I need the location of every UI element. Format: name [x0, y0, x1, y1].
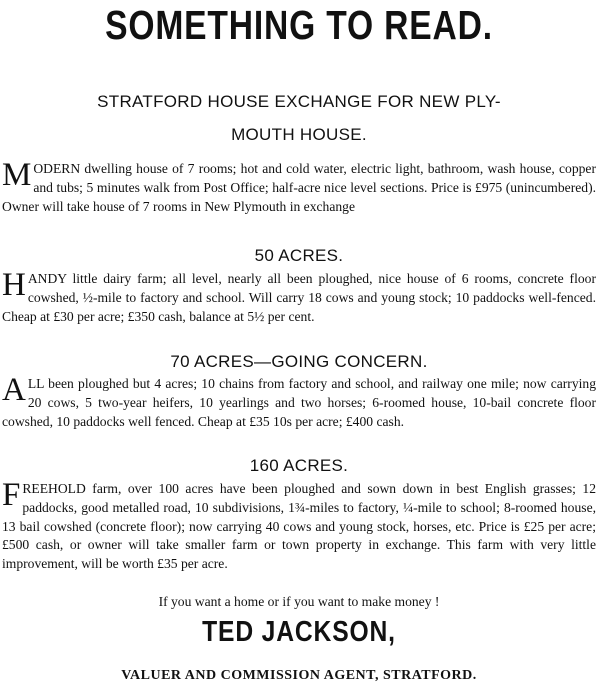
- closing-line: If you want a home or if you want to make money !: [158, 594, 440, 609]
- listing-70-acres-paragraph: [2, 372, 596, 431]
- listing-text: LL been ploughed but 4 acres; 10 chains from factory and school, and railway one mile; now carrying 20 cows, 5 two-year heifers, 10 yearlings and two horses; 6-roomed house, 10-bail concrete floor cowshed, 10 paddocks well fenced. Cheap at £35 10s per acre; £400 cash.: [2, 376, 596, 429]
- dropcap: H: [2, 267, 26, 303]
- main-heading-line-2: MOUTH HOUSE.: [231, 125, 367, 144]
- dropcap: F: [2, 477, 21, 513]
- listing-50-acres-paragraph: [2, 267, 596, 326]
- listing-text: ANDY little dairy farm; all level, nearly all been ploughed, nice house of 6 rooms, concrete floor cowshed, ½-mile to factory and school. Will carry 18 cows and young stock; 10 paddocks well-fenced. Cheap at £30 per acre; £350 cash, balance at 5½ per cent.: [2, 271, 596, 324]
- dropcap: A: [2, 372, 26, 408]
- listing-heading-50-acres: 50 ACRES.: [254, 246, 344, 265]
- listing-text: REEHOLD farm, over 100 acres have been ploughed and sown down in best English grasses; 12 paddocks, good metalled road, 10 subdivisions, 1¾-miles to factory, ¼-mile to school; 8-roomed house, 13 bail cowshed (concrete floor); now carrying 40 cows and young stock, horses, etc. Price is £25 per acre; £500 cash, or owner will take smaller farm or town property in exchange. This farm with very little improvement, will be worth £35 per acre.: [2, 481, 596, 572]
- listing-text: ODERN dwelling house of 7 rooms; hot and cold water, electric light, bathroom, wash house, copper and tubs; 5 minutes walk from Post Office; half-acre nice level sections. Price is £975 (unincumbered). Owner will take house of 7 rooms in New Plymouth in exchange: [2, 161, 596, 214]
- listing-160-acres-paragraph: [2, 477, 596, 574]
- footer-agent-line: VALUER AND COMMISSION AGENT, STRATFORD.: [121, 668, 477, 683]
- signature: TED JACKSON,: [202, 616, 396, 648]
- main-heading-line-1: STRATFORD HOUSE EXCHANGE FOR NEW PLY-: [97, 92, 501, 111]
- headline: SOMETHING TO READ.: [105, 2, 493, 48]
- listing-heading-70-acres: 70 ACRES—GOING CONCERN.: [170, 352, 428, 371]
- dropcap: M: [2, 157, 32, 193]
- listing-house-paragraph: [2, 157, 596, 216]
- listing-heading-160-acres: 160 ACRES.: [249, 456, 349, 475]
